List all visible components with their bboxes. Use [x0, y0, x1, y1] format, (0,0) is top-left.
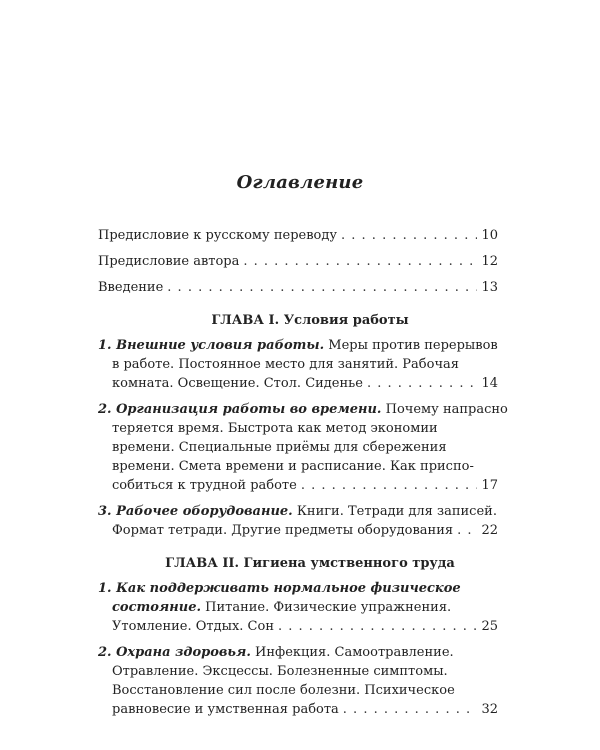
section-title: 3. Рабочее оборудование. [98, 504, 293, 519]
toc-entry-title: Предисловие к русскому переводу [98, 228, 338, 243]
dot-leader [301, 476, 478, 495]
section-text: Питание. Физические упражнения. [205, 600, 452, 615]
toc-section-2-1[interactable] [98, 579, 498, 636]
section-text: в работе. Постоянное место для занятий. Рабочая [112, 357, 459, 372]
toc-page-number: 12 [481, 254, 498, 269]
dot-leader [167, 278, 477, 297]
section-title: 1. Как поддерживать нормальное физическое [98, 581, 461, 596]
toc-page-number: 17 [481, 478, 498, 493]
section-text: собиться к трудной работе [112, 478, 297, 493]
section-text: времени. Смета времени и расписание. Как приспо- [112, 459, 474, 474]
toc-page-number: 13 [481, 280, 498, 295]
section-text: Почему напрасно [385, 402, 508, 417]
toc-entry-title: Введение [98, 280, 164, 295]
toc-entry-front-1[interactable] [98, 226, 498, 245]
section-title: 1. Внешние условия работы. [98, 338, 325, 353]
chapter-heading-1: ГЛАВА I. Условия работы [211, 313, 409, 328]
toc-page-number: 10 [481, 228, 498, 243]
section-title: 2. Охрана здоровья. [98, 645, 251, 660]
chapter-heading-2: ГЛАВА II. Гигиена умственного труда [165, 556, 455, 571]
table-of-contents [98, 226, 508, 726]
toc-page-number: 25 [481, 619, 498, 634]
toc-entry-front-2[interactable] [98, 252, 498, 271]
section-text: Инфекция. Самоотравление. [255, 645, 454, 660]
section-text: Отравление. Эксцессы. Болезненные симптомы. [112, 664, 448, 679]
toc-section-1-3[interactable] [98, 502, 498, 540]
toc-entry-title: Предисловие автора [98, 254, 240, 269]
section-text: комната. Освещение. Стол. Сиденье [112, 376, 363, 391]
toc-section-1-2[interactable] [98, 400, 508, 495]
toc-page-number: 32 [481, 702, 498, 717]
toc-entry-front-3[interactable] [98, 278, 498, 297]
section-text: Книги. Тетради для записей. [296, 504, 497, 519]
dot-leader [243, 252, 477, 271]
dot-leader [367, 374, 478, 393]
dot-leader [341, 226, 477, 245]
section-text: Меры против перерывов [328, 338, 498, 353]
section-text: Восстановление сил после болезни. Психическое [112, 683, 455, 698]
section-text: времени. Специальные приёмы для сбережения [112, 440, 447, 455]
section-title: 2. Организация работы во времени. [98, 402, 382, 417]
toc-page-number: 14 [481, 376, 498, 391]
toc-page-number: 22 [481, 523, 498, 538]
section-title-cont: состояние. [112, 600, 202, 615]
toc-title: Оглавление [236, 172, 364, 193]
dot-leader [457, 521, 477, 540]
section-text: Утомление. Отдых. Сон [112, 619, 274, 634]
toc-section-2-2[interactable] [98, 643, 498, 719]
section-text: теряется время. Быстрота как метод экономии [112, 421, 438, 436]
section-text: равновесие и умственная работа [112, 702, 339, 717]
section-text: Формат тетради. Другие предметы оборудования [112, 523, 454, 538]
dot-leader [278, 617, 477, 636]
dot-leader [343, 700, 478, 719]
toc-section-1-1[interactable] [98, 336, 498, 393]
